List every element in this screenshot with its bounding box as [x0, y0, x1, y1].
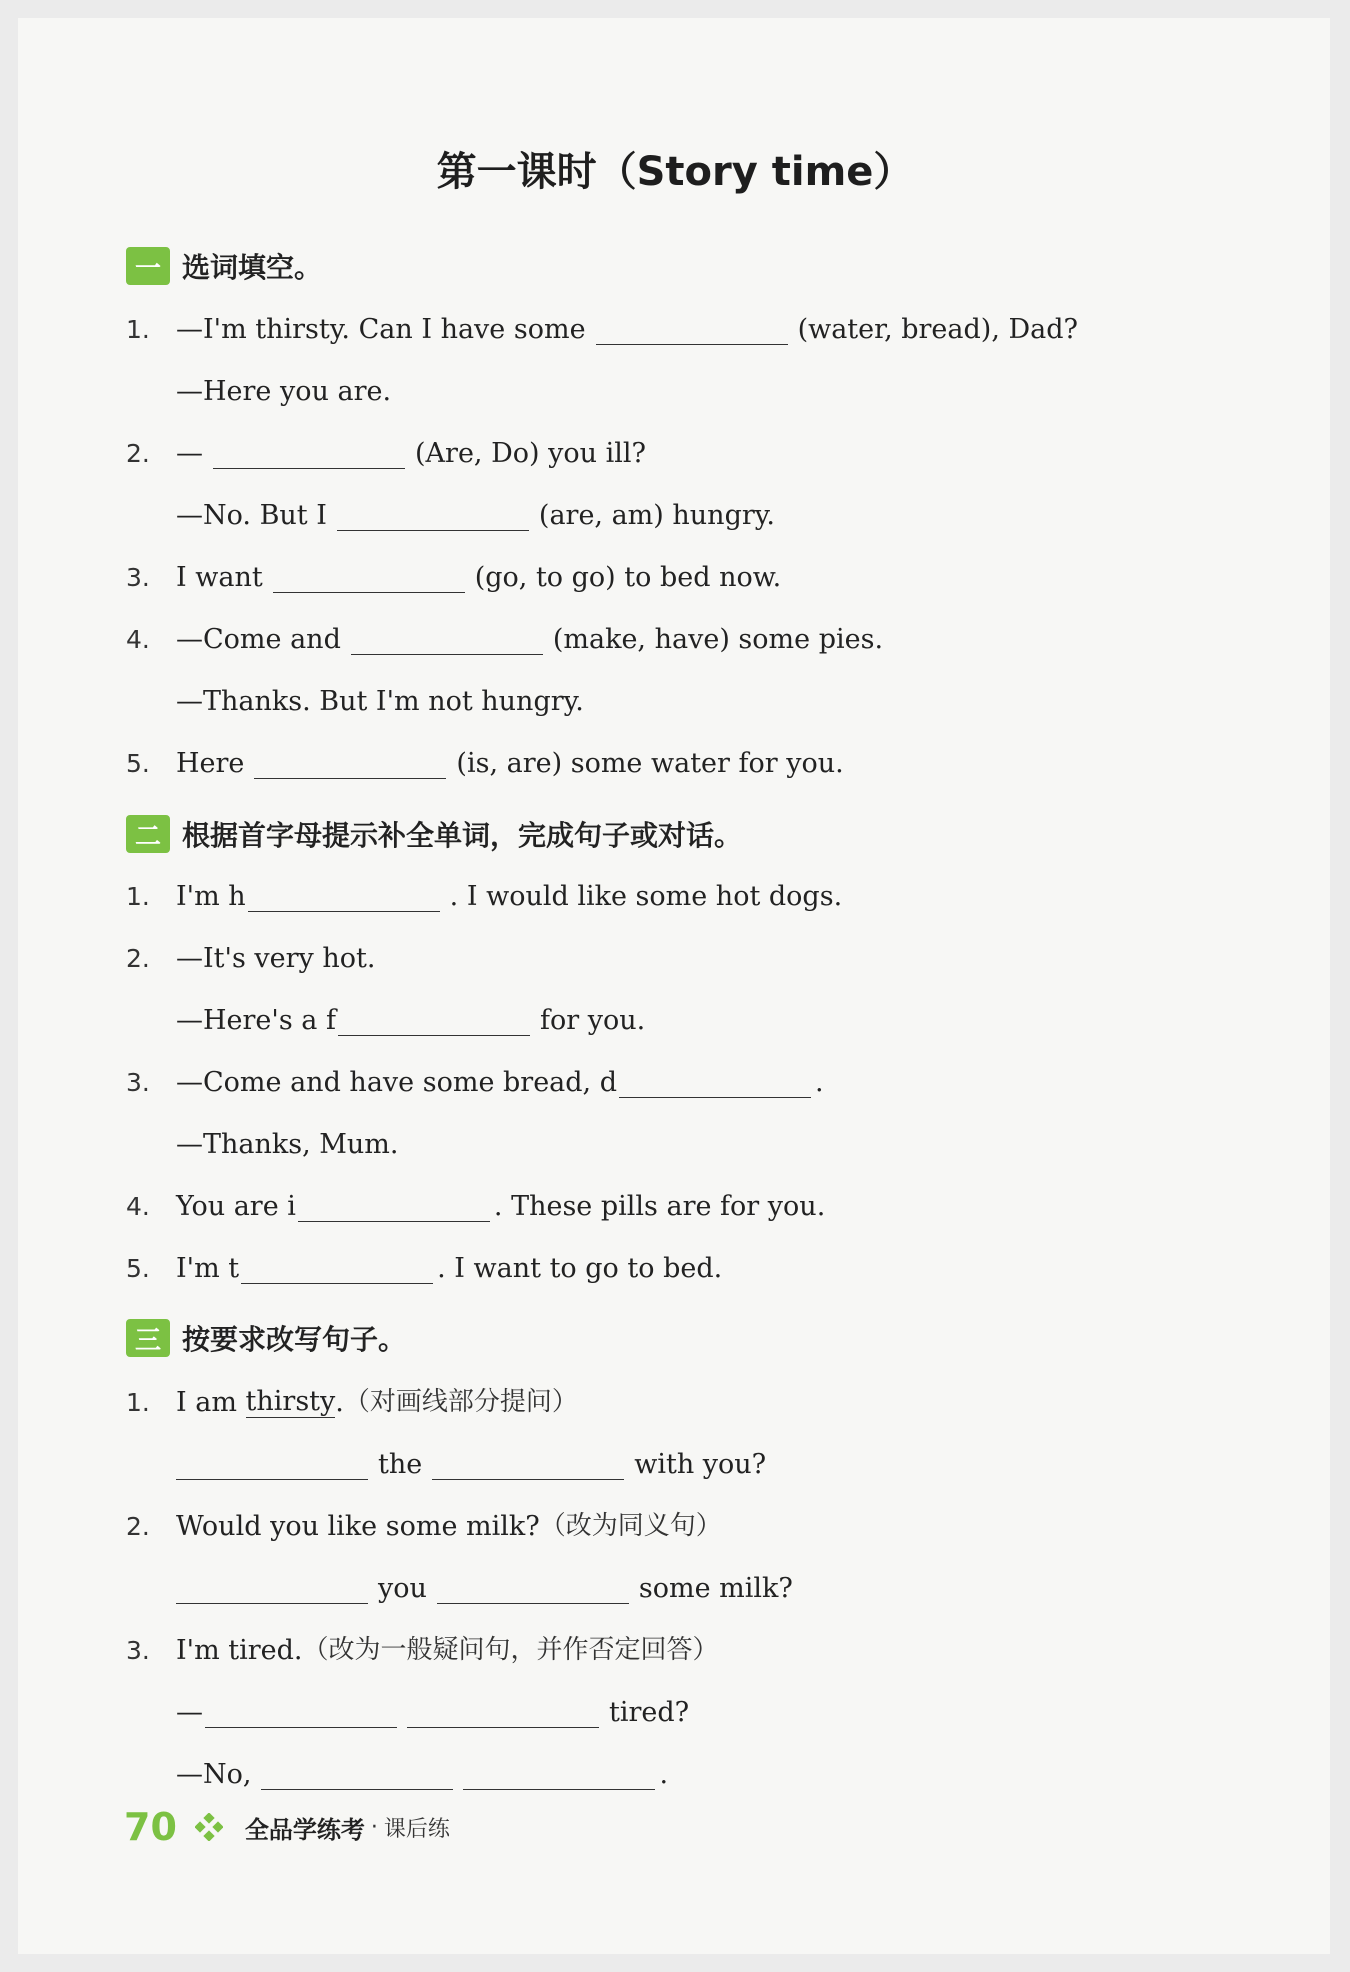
s3-q2-hint: （改为同义句） — [539, 1511, 722, 1541]
s2-q4-line — [176, 1182, 825, 1222]
s1-q1-text-b: (water, bread), Dad? — [797, 314, 1078, 345]
s1-q1-line2: —Here you are. — [176, 376, 392, 407]
page-title: 第一课时（Story time） — [436, 149, 914, 195]
answer-blank[interactable] — [176, 1451, 368, 1480]
s3-q2-text-c: you — [378, 1573, 427, 1604]
answer-blank[interactable] — [619, 1069, 811, 1098]
s3-q3-line3 — [176, 1750, 668, 1790]
answer-blank[interactable] — [432, 1451, 624, 1480]
s1-q2-text-b: (Are, Do) you ill? — [415, 438, 646, 469]
answer-blank[interactable] — [437, 1575, 629, 1604]
s2-q2-line2 — [176, 996, 645, 1036]
s2-q1-text-b: . I would like some hot dogs. — [449, 881, 843, 912]
s1-q2-text-d: (are, am) hungry. — [538, 500, 776, 531]
s3-q2-text-d: some milk? — [638, 1573, 793, 1604]
s3-q1-line1 — [176, 1378, 578, 1418]
s2-q1-line — [176, 872, 842, 912]
answer-blank[interactable] — [351, 626, 543, 655]
answer-blank[interactable] — [407, 1699, 599, 1728]
section-2-badge: 二 — [126, 815, 170, 853]
s3-q3-text-b: tired? — [609, 1697, 690, 1728]
s3-q3-line2 — [176, 1688, 689, 1728]
s3-q3-text-c: —No, — [176, 1759, 252, 1790]
s3-q3-text-a: I'm tired. — [176, 1635, 303, 1666]
s2-q4-number: 4. — [126, 1192, 150, 1221]
s3-q1-line2 — [176, 1440, 766, 1480]
s2-q3-line1 — [176, 1058, 824, 1098]
s1-q3-line — [176, 553, 781, 593]
answer-blank[interactable] — [205, 1699, 397, 1728]
s1-q5-text-b: (is, are) some water for you. — [456, 748, 844, 779]
book-name: 全品学练考 — [244, 1815, 365, 1844]
s3-q3-dash: — — [176, 1697, 203, 1728]
section-3-title: 按要求改写句子。 — [182, 1323, 407, 1356]
answer-blank[interactable] — [261, 1761, 453, 1790]
answer-blank[interactable] — [596, 316, 788, 345]
answer-blank[interactable] — [298, 1193, 490, 1222]
s2-q1-number: 1. — [126, 882, 150, 911]
answer-blank[interactable] — [248, 883, 440, 912]
s2-q5-number: 5. — [126, 1254, 150, 1283]
s1-q3-text-a: I want — [176, 562, 263, 593]
s1-q2-line2 — [176, 491, 775, 531]
s3-q2-number: 2. — [126, 1512, 150, 1541]
s2-q2-line1: —It's very hot. — [176, 943, 376, 974]
answer-blank[interactable] — [176, 1575, 368, 1604]
answer-blank[interactable] — [338, 1007, 530, 1036]
section-3-badge: 三 — [126, 1319, 170, 1357]
s1-q4-text-a: —Come and — [176, 624, 341, 655]
section-1-title: 选词填空。 — [182, 251, 323, 284]
s3-q1-text-d: with you? — [634, 1449, 767, 1480]
s1-q2-dash: — — [176, 438, 203, 469]
s3-q1-underlined-word: thirsty — [245, 1386, 336, 1417]
s1-q3-text-b: (go, to go) to bed now. — [474, 562, 782, 593]
s2-q2-text-b: for you. — [539, 1005, 646, 1036]
s1-q1-text-a: —I'm thirsty. Can I have some — [176, 314, 586, 345]
answer-blank[interactable] — [213, 440, 405, 469]
s1-q3-number: 3. — [126, 563, 150, 592]
s3-q1-text-c: the — [378, 1449, 423, 1480]
answer-blank[interactable] — [241, 1255, 433, 1284]
book-subtitle: 课后练 — [383, 1816, 450, 1842]
s2-q3-text-a: —Come and have some bread, d — [176, 1067, 618, 1098]
s1-q5-number: 5. — [126, 749, 150, 778]
s3-q1-text-a: I am — [176, 1387, 237, 1418]
s3-q3-period: . — [659, 1759, 669, 1790]
answer-blank[interactable] — [463, 1761, 655, 1790]
s3-q1-period: . — [335, 1387, 344, 1418]
s2-q5-text-b: . I want to go to bed. — [437, 1253, 723, 1284]
s1-q5-line — [176, 739, 844, 779]
diamond-cluster-icon — [195, 1813, 223, 1841]
s3-q2-line1 — [176, 1502, 722, 1542]
s1-q4-text-b: (make, have) some pies. — [552, 624, 884, 655]
answer-blank[interactable] — [273, 564, 465, 593]
s1-q4-line2: —Thanks. But I'm not hungry. — [176, 686, 584, 717]
s1-q5-text-a: Here — [176, 748, 245, 779]
section-3-header — [126, 1316, 406, 1360]
s2-q1-text-a: I'm h — [176, 881, 246, 912]
section-1-header — [126, 244, 322, 288]
s3-q1-number: 1. — [126, 1388, 150, 1417]
section-1-badge: 一 — [126, 247, 170, 285]
s1-q2-number: 2. — [126, 439, 150, 468]
s2-q5-line — [176, 1244, 722, 1284]
page-number: 70 — [124, 1805, 177, 1849]
s2-q3-line2: —Thanks, Mum. — [176, 1129, 399, 1160]
s3-q3-line1 — [176, 1626, 719, 1666]
s1-q1-number: 1. — [126, 315, 150, 344]
s2-q3-text-b: . — [815, 1067, 824, 1098]
s2-q4-text-a: You are i — [176, 1191, 296, 1222]
s1-q2-text-c: —No. But I — [176, 500, 327, 531]
s1-q4-line1 — [176, 615, 883, 655]
page-footer — [124, 1805, 450, 1849]
answer-blank[interactable] — [337, 502, 529, 531]
s3-q2-line2 — [176, 1564, 793, 1604]
s3-q3-hint: （改为一般疑问句，并作否定回答） — [302, 1635, 719, 1665]
s3-q3-number: 3. — [126, 1636, 150, 1665]
s1-q4-number: 4. — [126, 625, 150, 654]
s2-q5-text-a: I'm t — [176, 1253, 240, 1284]
footer-separator: · — [370, 1814, 378, 1840]
s2-q2-number: 2. — [126, 944, 150, 973]
s3-q1-hint: （对画线部分提问） — [343, 1387, 578, 1417]
s2-q2-text-a: —Here's a f — [176, 1005, 336, 1036]
s1-q1-line1 — [176, 305, 1078, 345]
section-2-header — [126, 812, 742, 856]
s2-q4-text-b: . These pills are for you. — [493, 1191, 826, 1222]
s1-q2-line1 — [176, 429, 646, 469]
answer-blank[interactable] — [254, 750, 446, 779]
section-2-title: 根据首字母提示补全单词，完成句子或对话。 — [182, 819, 743, 852]
s3-q2-text-a: Would you like some milk? — [176, 1511, 540, 1542]
s2-q3-number: 3. — [126, 1068, 150, 1097]
